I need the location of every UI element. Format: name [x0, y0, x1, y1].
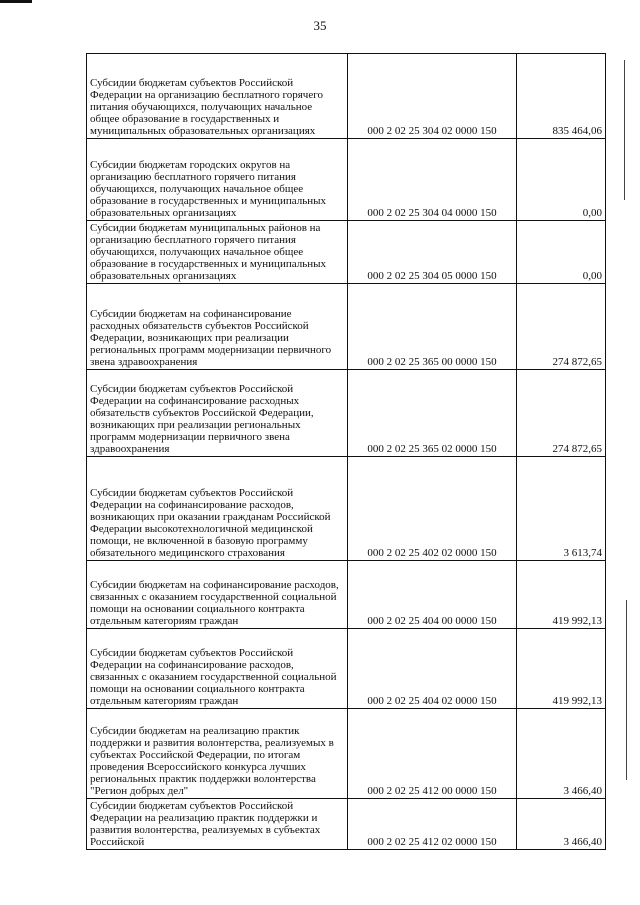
row-amount: 3 466,40 — [517, 709, 606, 799]
row-code: 000 2 02 25 304 05 0000 150 — [348, 221, 517, 284]
table-row — [87, 709, 606, 799]
row-description: Субсидии бюджетам субъектов Российской Федерации на реализацию практик поддержки и развития волонтерства, реализуемых в субъектах Российской — [87, 799, 348, 850]
row-code: 000 2 02 25 402 02 0000 150 — [348, 457, 517, 561]
row-amount: 274 872,65 — [517, 284, 606, 370]
row-amount: 3 613,74 — [517, 457, 606, 561]
table-row — [87, 284, 606, 370]
table-row — [87, 221, 606, 284]
table-row — [87, 54, 606, 139]
table-row — [87, 457, 606, 561]
row-description: Субсидии бюджетам субъектов Российской Федерации на софинансирование расходов, связанных с оказанием государственной социальной помощи на основании социального контракта отдельным категориям граждан — [87, 629, 348, 709]
row-amount: 3 466,40 — [517, 799, 606, 850]
row-description: Субсидии бюджетам городских округов на организацию бесплатного горячего питания обучающихся, получающих начальное общее образование в государственных и муниципальных образовательных организациях — [87, 139, 348, 221]
row-description: Субсидии бюджетам на реализацию практик поддержки и развития волонтерства, реализуемых в субъектах Российской Федерации, по итогам проведения Всероссийского конкурса лучших региональных практик поддержки волонтерства "Регион добрых дел" — [87, 709, 348, 799]
row-amount: 835 464,06 — [517, 54, 606, 139]
row-amount: 0,00 — [517, 221, 606, 284]
row-code: 000 2 02 25 412 00 0000 150 — [348, 709, 517, 799]
row-amount: 0,00 — [517, 139, 606, 221]
row-code: 000 2 02 25 412 02 0000 150 — [348, 799, 517, 850]
row-description: Субсидии бюджетам субъектов Российской Федерации на организацию бесплатного горячего питания обучающихся, получающих начальное общее образование в государственных и муниципальных образовательных организациях — [87, 54, 348, 139]
row-code: 000 2 02 25 365 00 0000 150 — [348, 284, 517, 370]
table-row — [87, 629, 606, 709]
row-amount: 419 992,13 — [517, 629, 606, 709]
scan-edge-line — [626, 600, 627, 780]
row-code: 000 2 02 25 404 02 0000 150 — [348, 629, 517, 709]
table-row — [87, 139, 606, 221]
row-amount: 419 992,13 — [517, 561, 606, 629]
page-number: 35 — [313, 18, 327, 33]
row-description: Субсидии бюджетам субъектов Российской Федерации на софинансирование расходов, возникающих при оказании гражданам Российской Федерации высокотехнологичной медицинской помощи, не включенной в базовую программу обязательного медицинского страхования — [87, 457, 348, 561]
scan-edge-line — [624, 60, 625, 200]
table-row — [87, 799, 606, 850]
table-row — [87, 370, 606, 457]
row-amount: 274 872,65 — [517, 370, 606, 457]
row-code: 000 2 02 25 304 02 0000 150 — [348, 54, 517, 139]
scan-edge-mark — [0, 0, 32, 3]
row-code: 000 2 02 25 304 04 0000 150 — [348, 139, 517, 221]
row-description: Субсидии бюджетам на софинансирование расходов, связанных с оказанием государственной социальной помощи на основании социального контракта отдельным категориям граждан — [87, 561, 348, 629]
budget-table — [86, 53, 606, 850]
row-code: 000 2 02 25 365 02 0000 150 — [348, 370, 517, 457]
row-code: 000 2 02 25 404 00 0000 150 — [348, 561, 517, 629]
table-row — [87, 561, 606, 629]
row-description: Субсидии бюджетам на софинансирование расходных обязательств субъектов Российской Федерации, возникающих при реализации региональных программ модернизации первичного звена здравоохранения — [87, 284, 348, 370]
row-description: Субсидии бюджетам субъектов Российской Федерации на софинансирование расходных обязательств субъектов Российской Федерации, возникающих при реализации региональных программ модернизации первичного звена здравоохранения — [87, 370, 348, 457]
row-description: Субсидии бюджетам муниципальных районов на организацию бесплатного горячего питания обучающихся, получающих начальное общее образование в государственных и муниципальных образовательных организациях — [87, 221, 348, 284]
